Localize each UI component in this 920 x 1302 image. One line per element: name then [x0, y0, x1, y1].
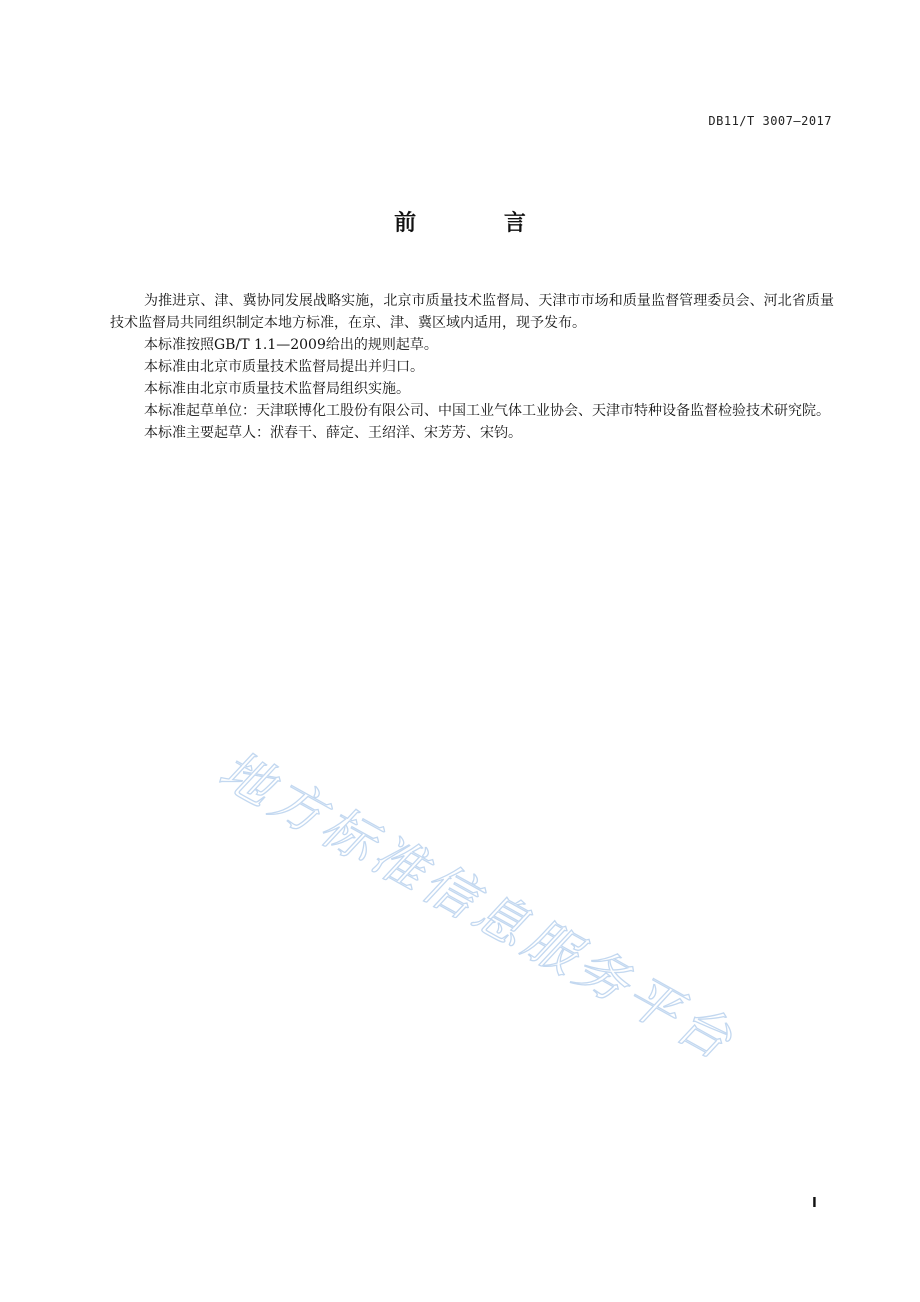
paragraph-drafting-units: 本标准起草单位：天津联博化工股份有限公司、中国工业气体工业协会、天津市特种设备监督检验技术研究院。 [144, 403, 830, 419]
paragraph-implementer: 本标准由北京市质量技术监督局组织实施。 [144, 381, 410, 397]
paragraph-drafting-rules: 本标准按照GB/T 1.1—2009给出的规则起草。 [144, 337, 438, 353]
page-title: 前 言 [394, 211, 566, 236]
paragraph-proposer: 本标准由北京市质量技术监督局提出并归口。 [144, 359, 424, 375]
watermark: 地方标准信息服务平台 [209, 739, 746, 1074]
paragraph-purpose: 为推进京、津、冀协同发展战略实施，北京市质量技术监督局、天津市市场和质量监督管理委员会、河北省质量技术监督局共同组织制定本地方标准，在京、津、冀区域内适用，现予发布。 [110, 293, 834, 331]
page-number: I [812, 1196, 817, 1211]
document-code: DB11/T 3007—2017 [708, 114, 832, 128]
foreword-body [110, 290, 834, 444]
paragraph-drafters: 本标准主要起草人：洑春干、薛定、王绍洋、宋芳芳、宋钧。 [144, 425, 522, 441]
